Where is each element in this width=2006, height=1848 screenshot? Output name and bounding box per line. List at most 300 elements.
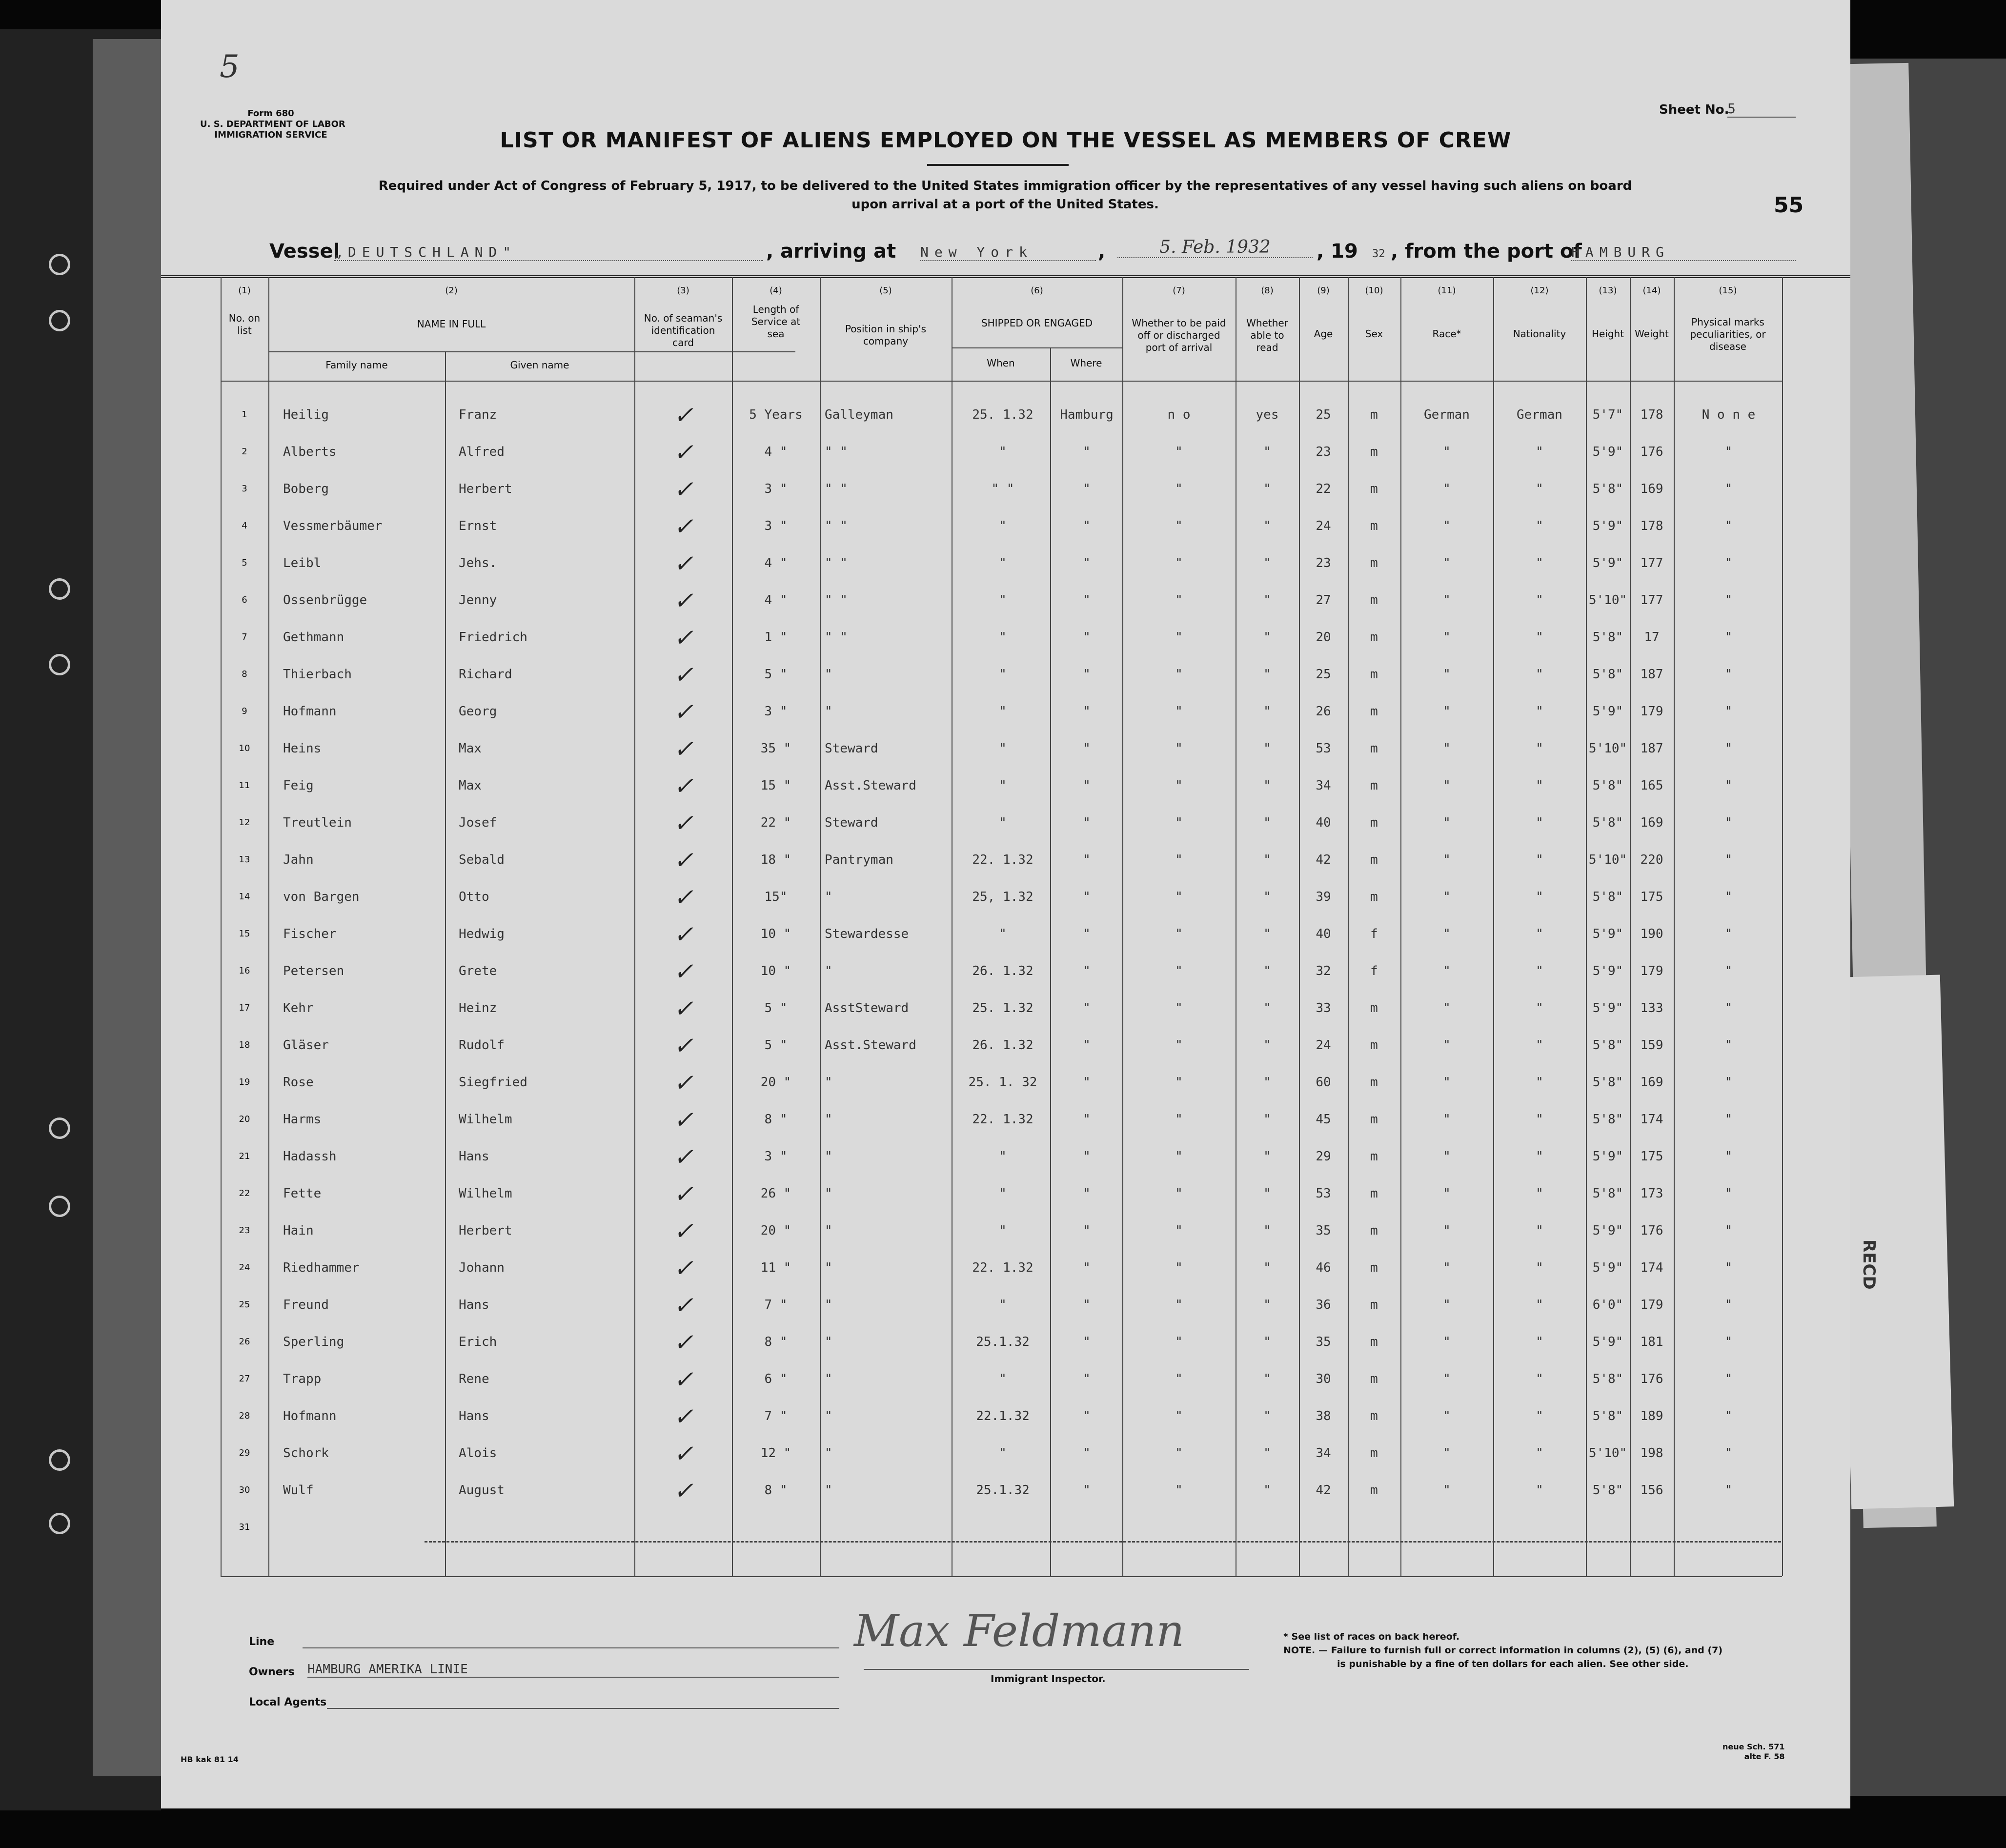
cell-position: " ": [825, 593, 848, 608]
cell-position: ": [825, 1483, 832, 1498]
cell-paid: ": [1175, 593, 1183, 608]
document-subtitle: [307, 177, 1703, 214]
cell-paid: ": [1175, 1483, 1183, 1498]
cell-paid: ": [1175, 927, 1183, 941]
department-name: U. S. DEPARTMENT OF LABOR: [200, 119, 345, 129]
cell-where: ": [1083, 593, 1091, 608]
cell-age: 40: [1316, 927, 1331, 941]
cell-where: ": [1083, 1409, 1091, 1423]
cell-age: 26: [1316, 704, 1331, 719]
cell-read: ": [1263, 556, 1271, 570]
cell-marks: ": [1724, 1001, 1733, 1015]
cell-no: 5: [242, 558, 247, 568]
cell-race: ": [1443, 964, 1451, 978]
cell-nationality: ": [1536, 704, 1543, 719]
cell-sex: m: [1370, 853, 1378, 867]
cell-sex: m: [1370, 1335, 1378, 1349]
cell-given: Johann: [459, 1260, 505, 1275]
cell-weight: 190: [1640, 927, 1663, 941]
shipped-subheader-rule: [952, 347, 1122, 348]
cell-read: ": [1263, 667, 1271, 682]
cell-paid: ": [1175, 1446, 1183, 1461]
cell-family: Fette: [283, 1186, 322, 1201]
cell-position: " ": [825, 445, 848, 459]
cell-height: 5'8": [1592, 1038, 1623, 1053]
cell-card: ✓: [675, 1066, 691, 1098]
cell-weight: 133: [1640, 1001, 1663, 1015]
cell-age: 42: [1316, 853, 1331, 867]
cell-sex: m: [1370, 667, 1378, 682]
col-5-header: Position in ship's company: [845, 323, 927, 347]
cell-family: Gläser: [283, 1038, 329, 1053]
cell-age: 60: [1316, 1075, 1331, 1090]
table-row: [161, 730, 1850, 767]
cell-paid: ": [1175, 519, 1183, 533]
cell-card: ✓: [675, 918, 691, 950]
cell-no: 25: [239, 1300, 250, 1310]
cell-no: 2: [242, 447, 247, 457]
cell-nationality: ": [1536, 445, 1543, 459]
cell-where: ": [1083, 704, 1091, 719]
table-row: [161, 767, 1850, 804]
cell-service: 3 ": [764, 1149, 788, 1164]
cell-marks: ": [1724, 815, 1733, 830]
cell-family: Trapp: [283, 1372, 322, 1386]
cell-nationality: ": [1536, 741, 1543, 756]
cell-where: ": [1083, 1335, 1091, 1349]
cell-weight: 175: [1640, 1149, 1663, 1164]
cell-sex: m: [1370, 815, 1378, 830]
list-end-line: [425, 1541, 1781, 1543]
cell-sex: m: [1370, 630, 1378, 645]
cell-given: Max: [459, 778, 482, 793]
cell-sex: m: [1370, 890, 1378, 904]
cell-age: 38: [1316, 1409, 1331, 1423]
col-8-header: Whether able to read: [1246, 317, 1288, 353]
cell-read: ": [1263, 1372, 1271, 1386]
cell-marks: ": [1724, 1260, 1733, 1275]
cell-family: Jahn: [283, 853, 314, 867]
cell-paid: ": [1175, 1335, 1183, 1349]
cell-when: ": [999, 778, 1007, 793]
col-2-header: NAME IN FULL: [417, 318, 486, 330]
cell-sex: m: [1370, 1409, 1378, 1423]
cell-paid: ": [1175, 1186, 1183, 1201]
cell-race: ": [1443, 445, 1451, 459]
cell-when: ": [999, 667, 1007, 682]
cell-age: 24: [1316, 519, 1331, 533]
cell-service: 4 ": [764, 556, 788, 570]
cell-when: " ": [991, 482, 1014, 496]
cell-service: 8 ": [764, 1112, 788, 1127]
col-7-header: Whether to be paid off or discharged port of arrival: [1132, 317, 1226, 353]
cell-card: ✓: [675, 1363, 691, 1395]
cell-service: 11 ": [760, 1260, 791, 1275]
cell-card: [639, 1509, 727, 1546]
cell-where: ": [1083, 964, 1091, 978]
cell-where: ": [1083, 1075, 1091, 1090]
col-14-number: (14): [1642, 285, 1661, 296]
cell-no: 19: [239, 1077, 250, 1087]
cell-read: ": [1263, 445, 1271, 459]
cell-weight: 169: [1640, 482, 1663, 496]
sheet-number-label: Sheet No.: [1659, 102, 1729, 117]
binder-ring: [49, 1117, 70, 1139]
cell-paid: ": [1175, 964, 1183, 978]
cell-service: 6 ": [764, 1372, 788, 1386]
cell-family: Treutlein: [283, 815, 352, 830]
cell-where: ": [1083, 1298, 1091, 1312]
cell-family: Gethmann: [283, 630, 344, 645]
cell-height: 5'8": [1592, 815, 1623, 830]
cell-marks: ": [1724, 964, 1733, 978]
cell-nationality: ": [1536, 1223, 1543, 1238]
cell-age: 32: [1316, 964, 1331, 978]
cell-race: ": [1443, 519, 1451, 533]
cell-given: Wilhelm: [459, 1112, 512, 1127]
table-row: [161, 1286, 1850, 1323]
shipped-where-header: Where: [1070, 357, 1102, 369]
cell-paid: ": [1175, 853, 1183, 867]
cell-no: 1: [242, 409, 247, 420]
cell-when: ": [999, 556, 1007, 570]
cell-sex: m: [1370, 1298, 1378, 1312]
cell-where: ": [1083, 1483, 1091, 1498]
cell-weight: 179: [1640, 704, 1663, 719]
note-line-2: is punishable by a fine of ten dollars for each alien. See other side.: [1337, 1659, 1689, 1669]
cell-height: 5'9": [1592, 445, 1623, 459]
cell-service: 5 Years: [749, 407, 803, 422]
cell-sex: m: [1370, 704, 1378, 719]
cell-where: ": [1083, 630, 1091, 645]
cell-marks: [1676, 1509, 1781, 1546]
cell-nationality: ": [1536, 778, 1543, 793]
cell-age: 29: [1316, 1149, 1331, 1164]
cell-age: 30: [1316, 1372, 1331, 1386]
cell-nationality: ": [1536, 1186, 1543, 1201]
cell-service: 1 ": [764, 630, 788, 645]
cell-service: 3 ": [764, 519, 788, 533]
cell-when: ": [999, 519, 1007, 533]
cell-nationality: ": [1536, 964, 1543, 978]
stamp-number: 55: [1774, 193, 1804, 218]
cell-service: 26 ": [760, 1186, 791, 1201]
cell-position: ": [825, 1335, 832, 1349]
cell-race: ": [1443, 815, 1451, 830]
cell-when: 25.1.32: [976, 1483, 1030, 1498]
cell-height: 5'8": [1592, 630, 1623, 645]
cell-race: ": [1443, 1335, 1451, 1349]
cell-race: ": [1443, 1298, 1451, 1312]
binder-ring: [49, 1449, 70, 1471]
cell-paid: ": [1175, 667, 1183, 682]
cell-given: Wilhelm: [459, 1186, 512, 1201]
cell-height: 5'8": [1592, 778, 1623, 793]
cell-given: Heinz: [459, 1001, 497, 1015]
cell-where: ": [1083, 519, 1091, 533]
cell-when: 26. 1.32: [972, 964, 1033, 978]
cell-family: von Bargen: [283, 890, 360, 904]
cell-where: ": [1083, 1112, 1091, 1127]
cell-position: ": [825, 1409, 832, 1423]
cell-family: Leibl: [283, 556, 322, 570]
cell-marks: ": [1724, 1483, 1733, 1498]
cell-no: 15: [239, 929, 250, 939]
owners-label: Owners: [249, 1666, 295, 1678]
cell-given: Grete: [459, 964, 497, 978]
cell-nationality: ": [1536, 815, 1543, 830]
cell-height: 5'9": [1592, 1223, 1623, 1238]
table-row: [161, 1323, 1850, 1361]
col-3-header: No. of seaman's identification card: [644, 312, 723, 348]
cell-family: Fischer: [283, 927, 337, 941]
cell-race: ": [1443, 1038, 1451, 1053]
cell-nationality: ": [1536, 667, 1543, 682]
cell-no: 9: [242, 706, 247, 716]
cell-no: 11: [239, 780, 250, 791]
cell-position: ": [825, 1149, 832, 1164]
cell-sex: m: [1370, 1149, 1378, 1164]
cell-family: Vessmerbäumer: [283, 519, 383, 533]
cell-sex: m: [1370, 1001, 1378, 1015]
cell-read: ": [1263, 1298, 1271, 1312]
cell-weight: 17: [1644, 630, 1660, 645]
cell-height: 5'8": [1592, 1186, 1623, 1201]
owners-value: HAMBURG AMERIKA LINIE: [307, 1662, 839, 1678]
cell-no: 14: [239, 892, 250, 902]
table-row: [161, 841, 1850, 878]
cell-weight: 179: [1640, 964, 1663, 978]
cell-service: [734, 1509, 817, 1546]
cell-service: 8 ": [764, 1483, 788, 1498]
cell-when: 22. 1.32: [972, 1260, 1033, 1275]
cell-card: ✓: [675, 1140, 691, 1172]
subtitle-line-1: Required under Act of Congress of February 5, 1917, to be delivered to the United States immigration officer by the representatives of any vessel having such aliens on board: [378, 179, 1632, 193]
cell-read: ": [1263, 630, 1271, 645]
cell-marks: ": [1724, 853, 1733, 867]
cell-position: ": [825, 1446, 832, 1461]
cell-family: Wulf: [283, 1483, 314, 1498]
cell-family: Ossenbrügge: [283, 593, 367, 608]
binder-ring: [49, 654, 70, 675]
cell-marks: ": [1724, 1409, 1733, 1423]
cell-height: 5'9": [1592, 1149, 1623, 1164]
cell-no: 22: [239, 1188, 250, 1198]
cell-given: Alfred: [459, 445, 505, 459]
cell-where: ": [1083, 1001, 1091, 1015]
cell-sex: m: [1370, 1038, 1378, 1053]
cell-when: 25. 1.32: [972, 407, 1033, 422]
cell-nationality: ": [1536, 482, 1543, 496]
table-row: [161, 1398, 1850, 1435]
table-row: [161, 1435, 1850, 1472]
col-11-number: (11): [1438, 285, 1456, 296]
cell-marks: ": [1724, 556, 1733, 570]
cell-when: 22. 1.32: [972, 853, 1033, 867]
arrival-date: 5. Feb. 1932: [1117, 237, 1313, 258]
cell-card: ✓: [675, 621, 691, 653]
table-row: [161, 804, 1850, 841]
col-10-number: (10): [1365, 285, 1383, 296]
cell-given: Friedrich: [459, 630, 527, 645]
cell-where: ": [1083, 890, 1091, 904]
cell-age: 35: [1316, 1335, 1331, 1349]
cell-given: Jehs.: [459, 556, 497, 570]
cell-service: 12 ": [760, 1446, 791, 1461]
cell-no: 4: [242, 521, 247, 531]
cell-paid: ": [1175, 1112, 1183, 1127]
col-15-number: (15): [1719, 285, 1737, 296]
cell-age: 34: [1316, 778, 1331, 793]
cell-family: Petersen: [283, 964, 344, 978]
cell-sex: m: [1370, 407, 1378, 422]
print-code: HB kak 81 14: [181, 1755, 239, 1764]
cell-paid: ": [1175, 1260, 1183, 1275]
family-name-header: Family name: [325, 359, 388, 371]
cell-given: Hans: [459, 1149, 489, 1164]
cell-given: Jenny: [459, 593, 497, 608]
cell-weight: 176: [1640, 445, 1663, 459]
cell-read: ": [1263, 1446, 1271, 1461]
cell-weight: 220: [1640, 853, 1663, 867]
table-row: [161, 545, 1850, 582]
cell-nationality: ": [1536, 593, 1543, 608]
col-1-number: (1): [238, 285, 251, 296]
cell-height: 5'8": [1592, 1483, 1623, 1498]
cell-service: 7 ": [764, 1409, 788, 1423]
cell-card: ✓: [675, 584, 691, 616]
cell-marks: ": [1724, 519, 1733, 533]
cell-age: [1299, 1509, 1348, 1546]
cell-when: 25, 1.32: [972, 890, 1033, 904]
cell-nationality: ": [1536, 519, 1543, 533]
table-row: [161, 693, 1850, 730]
cell-age: 35: [1316, 1223, 1331, 1238]
cell-service: 20 ": [760, 1075, 791, 1090]
cell-height: 5'10": [1588, 593, 1627, 608]
cell-card: ✓: [675, 399, 691, 430]
cell-read: ": [1263, 1409, 1271, 1423]
cell-position: Pantryman: [825, 853, 893, 867]
cell-card: ✓: [675, 1326, 691, 1358]
col-6-number: (6): [1031, 285, 1043, 296]
schedule-new: neue Sch. 571: [1722, 1742, 1785, 1751]
cell-nationality: ": [1536, 1335, 1543, 1349]
cell-height: 5'10": [1588, 853, 1627, 867]
cell-marks: ": [1724, 482, 1733, 496]
cell-marks: ": [1724, 1372, 1733, 1386]
binder-ring: [49, 310, 70, 331]
col-2-number: (2): [445, 285, 458, 296]
cell-weight: 179: [1640, 1298, 1663, 1312]
cell-no: 3: [242, 484, 247, 494]
col-4-number: (4): [770, 285, 782, 296]
cell-marks: ": [1724, 1038, 1733, 1053]
cell-family: Heins: [283, 741, 322, 756]
cell-paid: ": [1175, 890, 1183, 904]
cell-age: 27: [1316, 593, 1331, 608]
cell-card: ✓: [675, 658, 691, 690]
cell-height: 5'8": [1592, 890, 1623, 904]
cell-age: 25: [1316, 407, 1331, 422]
cell-sex: m: [1370, 593, 1378, 608]
cell-race: ": [1443, 890, 1451, 904]
cell-family: Feig: [283, 778, 314, 793]
cell-weight: 175: [1640, 890, 1663, 904]
cell-family: Sperling: [283, 1335, 344, 1349]
line-label: Line: [249, 1636, 275, 1648]
cell-when: ": [999, 1372, 1007, 1386]
cell-nationality: ": [1536, 1112, 1543, 1127]
table-row: [161, 1212, 1850, 1249]
cell-sex: f: [1370, 927, 1378, 941]
cell-given: Georg: [459, 704, 497, 719]
cell-card: ✓: [675, 1215, 691, 1246]
cell-race: ": [1443, 556, 1451, 570]
cell-sex: m: [1370, 1372, 1378, 1386]
col-4-header: Length of Service at sea: [751, 304, 801, 340]
cell-read: ": [1263, 853, 1271, 867]
year-value: 32: [1372, 248, 1385, 260]
vessel-name: „DEUTSCHLAND": [334, 244, 763, 261]
cell-service: 15": [764, 890, 788, 904]
signature-line: [864, 1669, 1249, 1670]
table-row: [161, 915, 1850, 953]
cell-read: ": [1263, 741, 1271, 756]
cell-card: ✓: [675, 1289, 691, 1320]
cell-service: 18 ": [760, 853, 791, 867]
cell-paid: ": [1175, 1149, 1183, 1164]
cell-when: 25. 1. 32: [968, 1075, 1037, 1090]
cell-position: Steward: [825, 741, 878, 756]
cell-read: ": [1263, 1483, 1271, 1498]
cell-where: ": [1083, 815, 1091, 830]
line-field: [303, 1647, 839, 1648]
cell-family: Thierbach: [283, 667, 352, 682]
cell-service: 10 ": [760, 964, 791, 978]
cell-position: Stewardesse: [825, 927, 909, 941]
cell-service: 22 ": [760, 815, 791, 830]
cell-position: ": [825, 1372, 832, 1386]
cell-no: 8: [242, 669, 247, 679]
cell-race: ": [1443, 667, 1451, 682]
cell-when: ": [999, 815, 1007, 830]
cell-marks: ": [1724, 1186, 1733, 1201]
cell-where: ": [1083, 1186, 1091, 1201]
cell-nationality: ": [1536, 630, 1543, 645]
cell-position: ": [825, 1223, 832, 1238]
cell-given: Franz: [459, 407, 497, 422]
cell-service: 35 ": [760, 741, 791, 756]
schedule-old: alte F. 58: [1744, 1752, 1785, 1761]
year-label: , 19: [1317, 240, 1358, 263]
cell-position: [825, 1509, 952, 1546]
cell-height: 5'10": [1588, 741, 1627, 756]
cell-age: 53: [1316, 741, 1331, 756]
cell-where: ": [1083, 1149, 1091, 1164]
cell-paid: ": [1175, 741, 1183, 756]
cell-age: 40: [1316, 815, 1331, 830]
binder-ring: [49, 254, 70, 275]
cell-age: 25: [1316, 667, 1331, 682]
cell-no: 17: [239, 1003, 250, 1013]
cell-card: ✓: [675, 473, 691, 505]
cell-paid: ": [1175, 482, 1183, 496]
cell-height: 5'9": [1592, 927, 1623, 941]
cell-position: " ": [825, 482, 848, 496]
cell-card: ✓: [675, 1103, 691, 1135]
cell-family: Harms: [283, 1112, 322, 1127]
